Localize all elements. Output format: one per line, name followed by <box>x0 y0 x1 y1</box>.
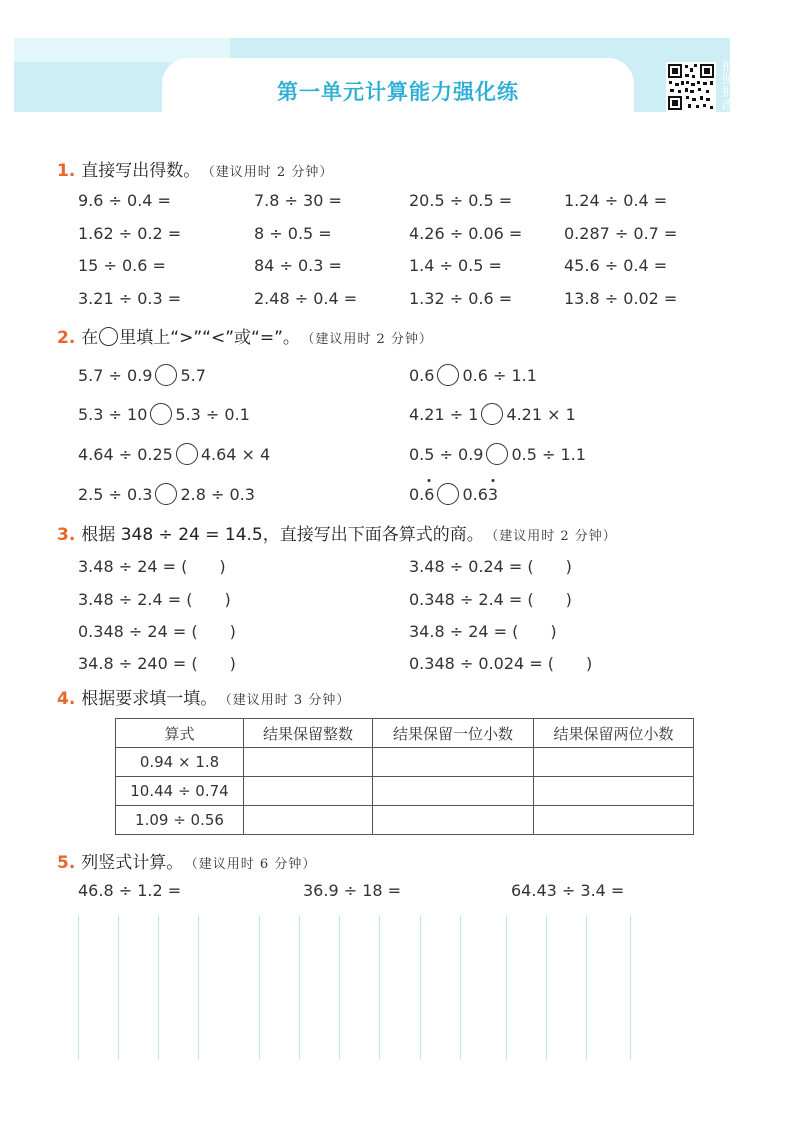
q1-hint: （建议用时 2 分钟） <box>208 165 334 180</box>
q2-right: 5.7 <box>180 366 206 385</box>
answer-circle[interactable] <box>150 403 172 425</box>
q1-item: 2.48 ÷ 0.4 = <box>254 289 358 308</box>
q3-item[interactable]: 0.348 ÷ 0.024 = ( ) <box>409 654 593 673</box>
q1-item: 84 ÷ 0.3 = <box>254 256 342 275</box>
q3-item[interactable]: 3.48 ÷ 24 = ( ) <box>78 557 226 576</box>
answer-circle[interactable] <box>481 403 503 425</box>
table-expression: 0.94 × 1.8 <box>116 748 244 777</box>
q2-left-repeat: 6 <box>424 485 435 504</box>
q2-item <box>409 403 576 425</box>
q4-number: 4. <box>57 689 76 709</box>
q2-right: 2.8 ÷ 0.3 <box>180 485 255 504</box>
q2-right-repeat: 3 <box>487 485 499 504</box>
answer-table <box>115 718 694 835</box>
q3-item[interactable]: 3.48 ÷ 2.4 = ( ) <box>78 590 231 609</box>
q2-left: 4.21 ÷ 1 <box>409 405 479 424</box>
table-row <box>116 777 694 806</box>
q1-heading <box>57 156 333 181</box>
answer-circle[interactable] <box>155 364 177 386</box>
guide-line <box>460 915 461 1060</box>
q1-item: 8 ÷ 0.5 = <box>254 224 332 243</box>
guide-line <box>78 915 79 1060</box>
q2-left: 4.64 ÷ 0.25 <box>78 445 173 464</box>
q1-item: 13.8 ÷ 0.02 = <box>564 289 678 308</box>
q1-item: 9.6 ÷ 0.4 = <box>78 191 171 210</box>
table-row <box>116 806 694 835</box>
q4-hint: （建议用时 3 分钟） <box>225 693 351 708</box>
q1-item: 45.6 ÷ 0.4 = <box>564 256 668 275</box>
q1-item: 1.24 ÷ 0.4 = <box>564 191 668 210</box>
table-row <box>116 748 694 777</box>
answer-cell[interactable] <box>244 748 373 777</box>
q2-left: 2.5 ÷ 0.3 <box>78 485 153 504</box>
guide-line <box>546 915 547 1060</box>
guide-line <box>339 915 340 1060</box>
table-header: 结果保留两位小数 <box>534 719 694 748</box>
guide-line <box>259 915 260 1060</box>
q4-text: 根据要求填一填。 <box>81 689 218 709</box>
q3-number: 3. <box>57 525 76 545</box>
guide-line <box>379 915 380 1060</box>
q2-item <box>409 443 586 465</box>
table-expression: 1.09 ÷ 0.56 <box>116 806 244 835</box>
q2-item <box>78 443 270 465</box>
answer-cell[interactable] <box>244 777 373 806</box>
q3-hint: （建议用时 2 分钟） <box>491 529 617 544</box>
guide-line <box>118 915 119 1060</box>
answer-cell[interactable] <box>534 806 694 835</box>
q2-right: 5.3 ÷ 0.1 <box>175 405 250 424</box>
repeating-digit <box>488 485 498 504</box>
table-expression: 10.44 ÷ 0.74 <box>116 777 244 806</box>
answer-cell[interactable] <box>373 806 534 835</box>
q2-text-a: 在 <box>81 328 99 348</box>
answer-circle[interactable] <box>176 443 198 465</box>
header-banner <box>14 38 734 128</box>
q2-text-b: 里填上“>”“<”或“=”。 <box>119 328 300 348</box>
q2-left: 0.6 <box>409 366 435 385</box>
q5-text: 列竖式计算。 <box>81 853 184 873</box>
q3-item[interactable]: 0.348 ÷ 24 = ( ) <box>78 622 236 641</box>
answer-circle[interactable] <box>486 443 508 465</box>
q3-text: 根据 348 ÷ 24 = 14.5，直接写出下面各算式的商。 <box>81 525 484 545</box>
q2-item <box>409 483 498 505</box>
q4-heading <box>57 684 350 709</box>
q1-item: 1.4 ÷ 0.5 = <box>409 256 502 275</box>
q2-left: 5.3 ÷ 10 <box>78 405 148 424</box>
q2-item <box>78 364 206 386</box>
answer-cell[interactable] <box>373 777 534 806</box>
q2-right: 0.6 <box>462 485 488 504</box>
q3-item[interactable]: 34.8 ÷ 24 = ( ) <box>409 622 557 641</box>
guide-line <box>299 915 300 1060</box>
q1-item: 1.32 ÷ 0.6 = <box>409 289 513 308</box>
repeating-digit <box>424 485 434 504</box>
q2-right: 4.64 × 4 <box>200 445 271 464</box>
guide-line <box>630 915 631 1060</box>
q2-item <box>78 403 250 425</box>
q1-item: 0.287 ÷ 0.7 = <box>564 224 678 243</box>
table-header: 算式 <box>116 719 244 748</box>
table-header-row <box>116 719 694 748</box>
q1-text: 直接写出得数。 <box>81 161 201 181</box>
q5-item: 46.8 ÷ 1.2 = <box>78 881 182 900</box>
compare-circle-icon <box>99 327 118 346</box>
q1-item: 4.26 ÷ 0.06 = <box>409 224 523 243</box>
q5-item: 36.9 ÷ 18 = <box>303 881 402 900</box>
answer-circle[interactable] <box>437 483 459 505</box>
q3-heading <box>57 520 617 545</box>
answer-circle[interactable] <box>437 364 459 386</box>
q5-item: 64.43 ÷ 3.4 = <box>511 881 625 900</box>
answer-circle[interactable] <box>155 483 177 505</box>
table-header: 结果保留整数 <box>244 719 373 748</box>
q2-right: 0.5 ÷ 1.1 <box>511 445 586 464</box>
q3-item[interactable]: 34.8 ÷ 240 = ( ) <box>78 654 236 673</box>
q2-left: 0.5 ÷ 0.9 <box>409 445 484 464</box>
q3-item[interactable]: 0.348 ÷ 2.4 = ( ) <box>409 590 572 609</box>
answer-cell[interactable] <box>534 777 694 806</box>
guide-line <box>586 915 587 1060</box>
q5-number: 5. <box>57 853 76 873</box>
answer-cell[interactable] <box>244 806 373 835</box>
q1-item: 15 ÷ 0.6 = <box>78 256 166 275</box>
q2-item <box>78 483 255 505</box>
page-title: 第一单元计算能力强化练 <box>277 80 519 104</box>
qr-code-icon[interactable] <box>666 62 716 112</box>
q1-item: 7.8 ÷ 30 = <box>254 191 342 210</box>
guide-line <box>158 915 159 1060</box>
q2-hint: （建议用时 2 分钟） <box>307 332 433 347</box>
q2-left: 0. <box>409 485 425 504</box>
q2-number: 2. <box>57 328 76 348</box>
q2-left: 5.7 ÷ 0.9 <box>78 366 153 385</box>
repeat-dot-icon <box>492 479 495 482</box>
q2-item <box>409 364 537 386</box>
answer-cell[interactable] <box>373 748 534 777</box>
q2-right: 4.21 × 1 <box>506 405 576 424</box>
q1-number: 1. <box>57 161 76 181</box>
q1-item: 20.5 ÷ 0.5 = <box>409 191 513 210</box>
q3-item[interactable]: 3.48 ÷ 0.24 = ( ) <box>409 557 572 576</box>
answer-cell[interactable] <box>534 748 694 777</box>
q5-heading <box>57 848 316 873</box>
q1-item: 3.21 ÷ 0.3 = <box>78 289 182 308</box>
qr-label: 拍照批改 <box>721 59 734 112</box>
q2-heading <box>57 323 433 348</box>
q5-hint: （建议用时 6 分钟） <box>191 857 317 872</box>
guide-line <box>198 915 199 1060</box>
guide-line <box>506 915 507 1060</box>
table-header: 结果保留一位小数 <box>373 719 534 748</box>
repeat-dot-icon <box>428 479 431 482</box>
q2-right: 0.6 ÷ 1.1 <box>462 366 537 385</box>
guide-line <box>420 915 421 1060</box>
q1-item: 1.62 ÷ 0.2 = <box>78 224 182 243</box>
